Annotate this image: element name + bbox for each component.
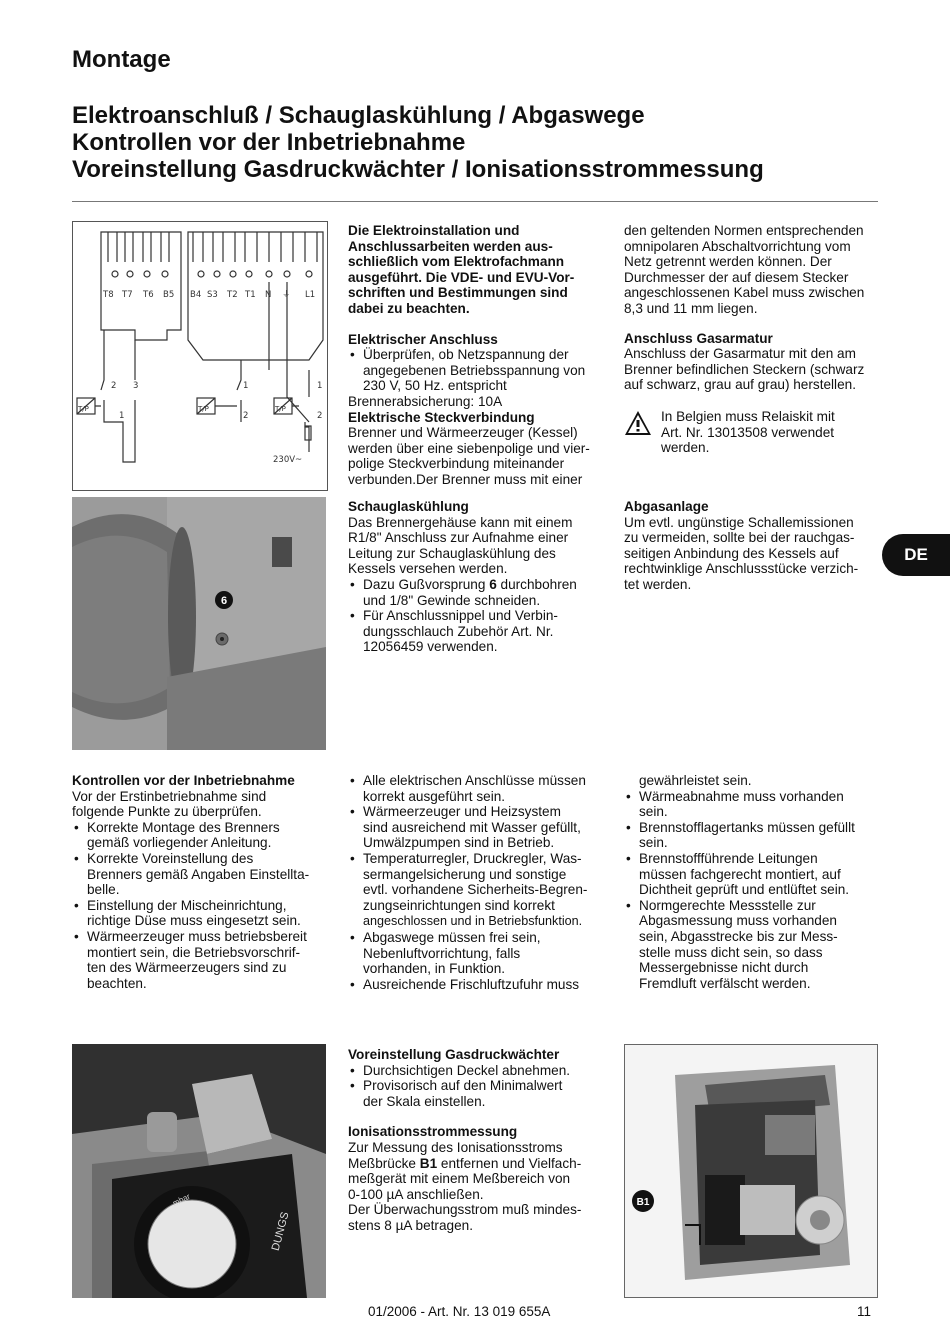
text-line: müssen fachgerecht montiert, auf (639, 866, 841, 882)
text-line: Das Brennergehäuse kann mit einem (348, 514, 573, 530)
text-line: Nebenluftvorrichtung, falls (363, 945, 521, 961)
text-line: Der Überwachungsstrom muß mindes- (348, 1202, 582, 1218)
text-line: evtl. vorhandene Sicherheits-Begren- (363, 882, 588, 898)
photo-burner-housing-svg (72, 497, 326, 750)
callout-ref: B1 (419, 1155, 438, 1171)
text-line: tet werden. (624, 576, 692, 592)
list-item (348, 1063, 610, 1079)
text-line: Wärmeerzeuger und Heizsystem (363, 804, 561, 820)
text-line: 0-100 µA anschließen. (348, 1186, 484, 1202)
text-line: werden. (661, 440, 710, 456)
text-line: Netz getrennt werden können. Der (624, 254, 832, 270)
intro-line: schließlich vom Elektrofachmann (348, 254, 565, 270)
heading-elektrischer-anschluss: Elektrischer Anschluss (348, 331, 498, 347)
list-item (624, 820, 880, 851)
text-line: angegebenen Betriebsspannung von (363, 362, 586, 378)
text-line: Umwälzpumpen sind in Betrieb. (363, 835, 555, 851)
heading-schauglas: Schauglaskühlung (348, 499, 469, 514)
photo-gas-pressure-switch-svg (72, 1044, 326, 1298)
warning-text (661, 409, 881, 456)
list-item (348, 804, 610, 851)
text-line: Temperaturregler, Druckregler, Was- (363, 850, 582, 866)
warning-icon (624, 410, 654, 438)
switch-label: 2 (317, 411, 323, 421)
bullet-list (348, 347, 608, 394)
terminal-label: B4 (190, 290, 202, 300)
text-line: Wärmeabnahme muss vorhanden (639, 788, 844, 804)
text-line: Überprüfen, ob Netzspannung der (363, 347, 569, 363)
switch-label: 1 (317, 381, 323, 391)
text-line: Zur Messung des Ionisationsstroms (348, 1139, 563, 1155)
text-line: Provisorisch auf den Minimalwert (363, 1078, 563, 1094)
text-line: Anschluss der Gasarmatur mit den am (624, 346, 856, 362)
tp-label: T/P (275, 405, 286, 413)
text-line: Für Anschlussnippel und Verbin- (363, 608, 558, 624)
terminal-label: T1 (245, 290, 256, 300)
bullet-list (624, 789, 880, 992)
header-rule (72, 201, 878, 202)
text-line: Alle elektrischen Anschlüsse müssen (363, 773, 586, 788)
bullet-list (348, 1063, 610, 1110)
list-item (348, 577, 608, 608)
heading-ionisation: Ionisationsstrommessung (348, 1124, 518, 1140)
headline-3: Voreinstellung Gasdruckwächter / Ionisationsstrommessung (72, 156, 764, 183)
switch-label: 3 (133, 381, 139, 391)
callout-ref: 6 (489, 576, 497, 592)
text-span: entfernen und Vielfach- (437, 1155, 582, 1171)
text-line: sein. (639, 804, 668, 820)
text-line: zungseinrichtungen sind korrekt (363, 897, 555, 913)
language-tab-de: DE (882, 534, 950, 576)
terminal-label: T7 (122, 290, 133, 300)
text-line: Brenner befindlichen Steckern (schwarz (624, 361, 865, 377)
text-line: meßgerät mit einem Meßbereich von (348, 1171, 571, 1187)
text-line: korrekt ausgeführt sein. (363, 788, 506, 804)
text-line: Dichtheit geprüft und entlüftet sein. (639, 882, 850, 898)
list-item (348, 1078, 610, 1109)
terminal-label: T2 (227, 290, 238, 300)
text-line: Korrekte Montage des Brenners (87, 819, 280, 835)
text-line: Fremdluft verfälscht werden. (639, 975, 811, 991)
intro-line: Die Elektroinstallation und (348, 223, 520, 238)
list-item (72, 929, 330, 991)
text-line: auf schwarz, grau auf grau) herstellen. (624, 377, 856, 393)
headline-2: Kontrollen vor der Inbetriebnahme (72, 129, 466, 156)
text-line: Abgasmessung muss vorhanden (639, 913, 837, 929)
text-line: 8,3 und 11 mm liegen. (624, 300, 758, 316)
text-line: Durchsichtigen Deckel abnehmen. (363, 1062, 571, 1078)
switch-label: 2 (243, 411, 249, 421)
text-line: vorhanden, in Funktion. (363, 961, 506, 977)
list-item (348, 977, 610, 993)
text-line: angeschlossenen Kabel muss zwischen (624, 285, 865, 301)
text-line: verbunden.Der Brenner muss mit einer (348, 471, 583, 487)
text-line: Ausreichende Frischluftzufuhr muss (363, 976, 580, 992)
text-line: gewährleistet sein. (639, 773, 752, 788)
intro-line: schriften und Bestimmungen sind (348, 285, 568, 301)
text-line: Einstellung der Mischeinrichtung, (87, 897, 287, 913)
terminal-label: L1 (305, 290, 316, 300)
voltage-label: 230V~ (273, 455, 303, 465)
text-line: angeschlossen und in Betriebsfunktion. (363, 914, 583, 929)
photo-gas-pressure-switch (72, 1044, 326, 1298)
text-line: dungsschlauch Zubehör Art. Nr. (363, 623, 554, 639)
list-item (348, 773, 610, 804)
switch-label: 2 (111, 381, 117, 391)
text-line: Korrekte Voreinstellung des (87, 850, 254, 866)
text-line: stens 8 µA betragen. (348, 1217, 473, 1233)
text-line: folgende Punkte zu überprüfen. (72, 804, 262, 820)
photo-burner-housing (72, 497, 326, 750)
text-line: und 1/8" Gewinde schneiden. (363, 592, 541, 608)
terminal-label: S3 (207, 290, 218, 300)
schauglas-section (348, 499, 608, 655)
heading-abgasanlage: Abgasanlage (624, 499, 709, 514)
tp-label: T/P (198, 405, 209, 413)
gasdruck-section (348, 1047, 610, 1234)
switch-label: 1 (243, 381, 249, 391)
text-line: Kessels versehen werden. (348, 561, 508, 577)
column-3-top (624, 223, 880, 393)
wiring-diagram (72, 221, 328, 491)
wiring-diagram-svg (73, 222, 327, 490)
text-line: montiert sein, die Betriebsvorschrif- (87, 944, 301, 960)
text-line: der Skala einstellen. (363, 1093, 486, 1109)
list-item (348, 851, 610, 930)
text-line: Brennstofflagertanks müssen gefüllt (639, 819, 855, 835)
photo-burner-internals-svg (625, 1045, 877, 1297)
text-span: Meßbrücke (348, 1155, 420, 1171)
text-line: belle. (87, 882, 120, 898)
text-line: Durchmesser der auf diesem Stecker (624, 269, 849, 285)
tp-label: T/P (78, 405, 89, 413)
kontrollen-col-2 (348, 773, 610, 992)
column-2-top (348, 223, 608, 488)
terminal-label: N (265, 290, 272, 300)
text-line: Normgerechte Messstelle zur (639, 897, 816, 913)
text-line: Brennstoffführende Leitungen (639, 850, 818, 866)
text-line (348, 1156, 610, 1172)
intro-line: dabei zu beachten. (348, 300, 470, 316)
text-line: den geltenden Normen entsprechenden (624, 223, 864, 238)
text-line: polige Steckverbindung miteinander (348, 456, 565, 472)
text-line: richtige Düse muss eingesetzt sein. (87, 913, 301, 929)
heading-gasdruck: Voreinstellung Gasdruckwächter (348, 1047, 560, 1062)
text-line: zu vermeiden, sollte bei der rauchgas- (624, 530, 855, 546)
switch-label: 1 (119, 411, 125, 421)
text-line: ten des Wärmeerzeugers sind zu (87, 960, 287, 976)
text-line: sein, Abgasstrecke bis zur Mess- (639, 928, 838, 944)
list-item (348, 347, 608, 394)
brand-label: DUNGS (269, 1210, 292, 1253)
intro-line: ausgeführt. Die VDE- und EVU-Vor- (348, 269, 575, 285)
heading-gasarmatur: Anschluss Gasarmatur (624, 330, 773, 346)
terminal-label: ⏚ (282, 290, 291, 300)
page-number: 11 (857, 1304, 872, 1319)
text-line: Art. Nr. 13013508 verwendet (661, 424, 835, 440)
text-line: werden über eine siebenpolige und vier- (348, 440, 590, 456)
list-item (348, 608, 608, 655)
text-line: sermangelsicherung und sonstige (363, 866, 567, 882)
text-line: Leitung zur Schauglaskühlung des (348, 545, 556, 561)
headline-1: Elektroanschluß / Schauglaskühlung / Abgaswege (72, 102, 645, 129)
bullet-list (348, 773, 610, 992)
list-item (72, 820, 330, 851)
text-line: stelle muss dicht sein, so dass (639, 944, 823, 960)
text-line: Abgaswege müssen frei sein, (363, 929, 541, 945)
text-line: beachten. (87, 975, 147, 991)
unit-label: mbar (171, 1191, 192, 1208)
list-item (72, 851, 330, 898)
intro-line: Anschlussarbeiten werden aus- (348, 238, 553, 254)
text-line: R1/8" Anschluss zur Aufnahme einer (348, 530, 569, 546)
terminal-label: T6 (143, 290, 154, 300)
text-span: durchbohren (496, 576, 577, 592)
photo-burner-internals (624, 1044, 878, 1298)
list-item (624, 789, 880, 820)
list-item (72, 898, 330, 929)
fuse-line: Brennerabsicherung: 10A (348, 393, 503, 409)
text-line: omnipolaren Abschaltvorrichtung vom (624, 238, 851, 254)
list-item (624, 851, 880, 898)
text-line: Vor der Erstinbetriebnahme sind (72, 788, 267, 804)
text-line: seitigen Anbindung des Kessels auf (624, 545, 839, 561)
text-span: Dazu Gußvorsprung (363, 576, 490, 592)
text-line: sein. (639, 835, 668, 851)
bullet-list (348, 577, 608, 655)
list-item (624, 898, 880, 992)
heading-kontrollen: Kontrollen vor der Inbetriebnahme (72, 773, 295, 788)
heading-steckverbindung: Elektrische Steckverbindung (348, 409, 535, 425)
text-line: Messergebnisse nicht durch (639, 960, 809, 976)
text-line: rechtwinklige Anschlussstücke verzich- (624, 561, 859, 577)
text-line: 12056459 verwenden. (363, 639, 498, 655)
terminal-label: T8 (103, 290, 114, 300)
list-item (348, 930, 610, 977)
text-line: gemäß vorliegender Anleitung. (87, 835, 272, 851)
bullet-list (72, 820, 330, 992)
text-line: Wärmeerzeuger muss betriebsbereit (87, 928, 307, 944)
warning-triangle-svg (624, 410, 652, 436)
terminal-label: B5 (163, 290, 175, 300)
kontrollen-col-1 (72, 773, 330, 991)
text-line: In Belgien muss Relaiskit mit (661, 409, 835, 424)
text-line: Brenner und Wärmeerzeuger (Kessel) (348, 425, 578, 441)
section-title: Montage (72, 46, 171, 73)
callout-6: 6 (220, 595, 228, 607)
text-line: sind ausreichend mit Wasser gefüllt, (363, 819, 581, 835)
callout-b1: B1 (636, 1197, 650, 1208)
footer-art-number: 01/2006 - Art. Nr. 13 019 655A (368, 1304, 551, 1319)
abgasanlage-section (624, 499, 880, 593)
kontrollen-col-3 (624, 773, 880, 991)
text-line: Um evtl. ungünstige Schallemissionen (624, 514, 854, 530)
text-line: Brenners gemäß Angaben Einstellta- (87, 866, 310, 882)
text-line: 230 V, 50 Hz. entspricht (363, 378, 507, 394)
